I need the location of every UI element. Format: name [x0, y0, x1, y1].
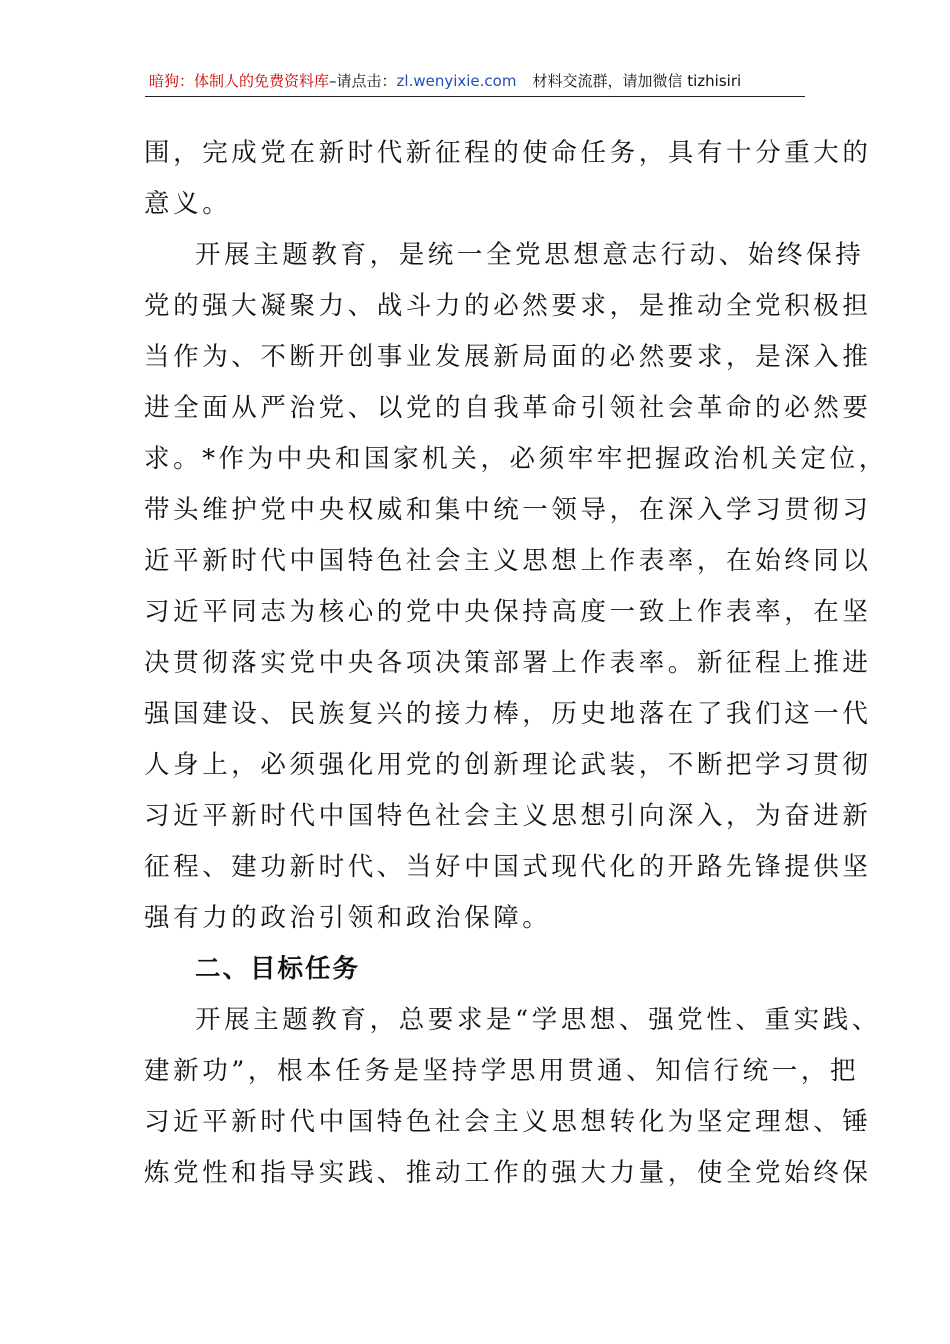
paragraph-line: 求。*作为中央和国家机关，必须牢牢把握政治机关定位， [144, 444, 888, 474]
paragraph-line: 征程、建功新时代、当好中国式现代化的开路先锋提供坚 [144, 852, 872, 882]
paragraph-line: 强国建设、民族复兴的接力棒，历史地落在了我们这一代 [144, 699, 872, 729]
paragraph-line: 意义。 [144, 189, 232, 219]
paragraph-line: 当作为、不断开创事业发展新局面的必然要求，是深入推 [144, 342, 872, 372]
paragraph-line: 进全面从严治党、以党的自我革命引领社会革命的必然要 [144, 393, 872, 423]
paragraph-line: 炼党性和指导实践、推动工作的强大力量，使全党始终保 [144, 1158, 872, 1188]
header-contact: 材料交流群，请加微信 tizhisiri [532, 72, 742, 90]
paragraph-line: 强有力的政治引领和政治保障。 [144, 903, 552, 933]
paragraph-line: 近平新时代中国特色社会主义思想上作表率，在始终同以 [144, 546, 872, 576]
paragraph-line: 习近平新时代中国特色社会主义思想引向深入，为奋进新 [144, 801, 872, 831]
paragraph-line: 带头维护党中央权威和集中统一领导，在深入学习贯彻习 [144, 495, 872, 525]
header-brand: 暗狗：体制人的免费资料库 [149, 72, 330, 90]
header-prompt: –请点击： [329, 72, 397, 90]
paragraph-line: 党的强大凝聚力、战斗力的必然要求，是推动全党积极担 [144, 291, 872, 321]
paragraph-line: 人身上，必须强化用党的创新理论武装，不断把学习贯彻 [144, 750, 872, 780]
header-link[interactable]: zl.wenyixie.com [396, 72, 517, 90]
header-text [149, 70, 741, 91]
paragraph-line: 决贯彻落实党中央各项决策部署上作表率。新征程上推进 [144, 648, 872, 678]
document-body [144, 128, 888, 1199]
paragraph-line: 围，完成党在新时代新征程的使命任务，具有十分重大的 [144, 138, 872, 168]
paragraph-line: 习近平同志为核心的党中央保持高度一致上作表率，在坚 [144, 597, 872, 627]
page-header [145, 66, 805, 97]
paragraph-line: 建新功”，根本任务是坚持学思用贯通、知信行统一，把 [144, 1056, 860, 1086]
paragraph-line: 习近平新时代中国特色社会主义思想转化为坚定理想、锤 [144, 1107, 872, 1137]
paragraph-line: 开展主题教育，总要求是“学思想、强党性、重实践、 [195, 1005, 881, 1035]
paragraph-line: 开展主题教育，是统一全党思想意志行动、始终保持 [195, 240, 865, 270]
section-heading: 二、目标任务 [195, 954, 361, 984]
